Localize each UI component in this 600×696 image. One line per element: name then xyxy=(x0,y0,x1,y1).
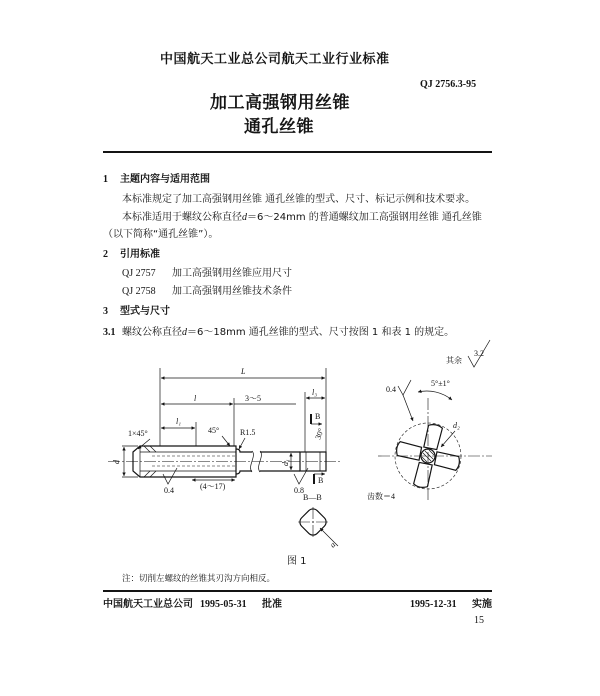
clause-pre: 螺纹公称直径 xyxy=(122,327,182,338)
reference-2-code: QJ 2758 xyxy=(122,286,156,297)
title-line-2: 通孔丝锥 xyxy=(244,117,314,137)
label-roughness-shank: 0.8 xyxy=(294,486,304,495)
label-l1: l₁ xyxy=(176,417,182,426)
label-teeth-count: 齿数＝4 xyxy=(367,492,395,501)
label-d2: d₂ xyxy=(453,421,460,430)
section-3-heading: 型式与尺寸 xyxy=(120,306,170,317)
section-1-heading: 主题内容与适用范围 xyxy=(120,174,210,185)
label-a: a xyxy=(328,540,338,550)
roughness-symbol-left xyxy=(163,468,177,484)
clause-post: ＝6～18mm 通孔丝锥的型式、尺寸按图 1 和表 1 的规定。 xyxy=(187,327,455,338)
label-angle-30: 30° xyxy=(313,427,326,441)
clause-variable: d xyxy=(182,327,187,338)
radius-leader xyxy=(239,438,245,449)
footer-approval-word: 批准 xyxy=(262,599,282,610)
figure-caption: 图 1 xyxy=(287,556,307,567)
reference-1-code: QJ 2757 xyxy=(122,268,156,279)
standard-code: QJ 2756.3-95 xyxy=(420,79,477,90)
roughness-right-leader xyxy=(403,395,413,421)
label-section-top: B xyxy=(315,412,321,421)
angle-45-leader xyxy=(222,436,230,446)
section-2-number: 2 xyxy=(103,249,108,260)
tooth-4 xyxy=(421,422,445,451)
general-roughness-note xyxy=(446,340,490,367)
footer-issuer: 中国航天工业总公司 xyxy=(103,599,193,610)
label-roughness-right: 0.4 xyxy=(386,385,396,394)
label-other-surfaces: 其余 xyxy=(446,356,462,365)
page-number: 15 xyxy=(474,615,484,626)
label-section-title: B—B xyxy=(303,493,322,502)
label-rake-angle: 5°±1° xyxy=(431,379,450,388)
section-2-heading: 引用标准 xyxy=(120,249,160,260)
reference-2-title: 加工高强钢用丝锥技术条件 xyxy=(172,286,292,297)
section-center-lines xyxy=(298,507,328,537)
section-1-para-2-continued: （以下简称“通孔丝锥”）。 xyxy=(103,229,219,240)
figure-note: 注：切削左螺纹的丝锥其刃沟方向相反。 xyxy=(122,574,276,584)
clause-3-1-number: 3.1 xyxy=(103,327,116,338)
reference-1-title: 加工高强钢用丝锥应用尺寸 xyxy=(172,268,292,279)
d2-leader xyxy=(441,431,455,447)
section-1-para-1: 本标准规定了加工高强钢用丝锥 通孔丝锥的型式、尺寸、标记示例和技术要求。 xyxy=(122,194,476,205)
section-b-b-view xyxy=(297,493,338,549)
extension-lines xyxy=(160,368,326,452)
roughness-symbol-right xyxy=(398,380,411,395)
label-4-17: (4～17) xyxy=(200,482,226,491)
rake-angle-arc xyxy=(418,391,452,400)
label-angle-45: 45° xyxy=(208,426,220,435)
label-roughness-left: 0.4 xyxy=(164,486,174,495)
footer-implementation-date: 1995-12-31 xyxy=(410,599,457,610)
footer-rule xyxy=(103,590,492,592)
chamfer-leader xyxy=(138,439,150,449)
header-rule xyxy=(103,151,492,153)
tooth-3 xyxy=(394,439,423,463)
para-2-pre: 本标准适用于螺纹公称直径 xyxy=(122,212,242,223)
section-1-number: 1 xyxy=(103,174,108,185)
label-L: L xyxy=(241,367,246,376)
tooth-1 xyxy=(433,449,462,473)
label-radius: R1.5 xyxy=(240,428,256,437)
section-1-para-2 xyxy=(122,212,482,224)
label-l3: l₃ xyxy=(312,388,318,397)
label-l: l xyxy=(194,394,197,403)
tap-side-view xyxy=(108,367,342,495)
label-3-5: 3～5 xyxy=(245,394,261,403)
org-standard-header: 中国航天工业总公司航天工业行业标准 xyxy=(160,52,390,67)
label-d: d xyxy=(112,460,121,464)
figure-1-drawing xyxy=(0,338,600,560)
tooth-2 xyxy=(411,461,435,490)
para-2-variable: d xyxy=(242,212,247,223)
title-line-1: 加工高强钢用丝锥 xyxy=(210,93,350,113)
tap-end-view xyxy=(367,379,492,501)
section-3-number: 3 xyxy=(103,306,108,317)
label-roughness-general: 3.2 xyxy=(474,349,484,358)
label-section-bottom: B xyxy=(318,476,324,485)
label-chamfer: 1×45° xyxy=(128,429,148,438)
label-d1: d₁ xyxy=(281,459,290,466)
footer-approval-date: 1995-05-31 xyxy=(200,599,247,610)
para-2-post: ＝6～24mm 的普通螺纹加工高强钢用丝锥 通孔丝锥 xyxy=(247,212,482,223)
flute-hidden-lines xyxy=(152,456,236,466)
footer-implementation-word: 实施 xyxy=(472,599,492,610)
